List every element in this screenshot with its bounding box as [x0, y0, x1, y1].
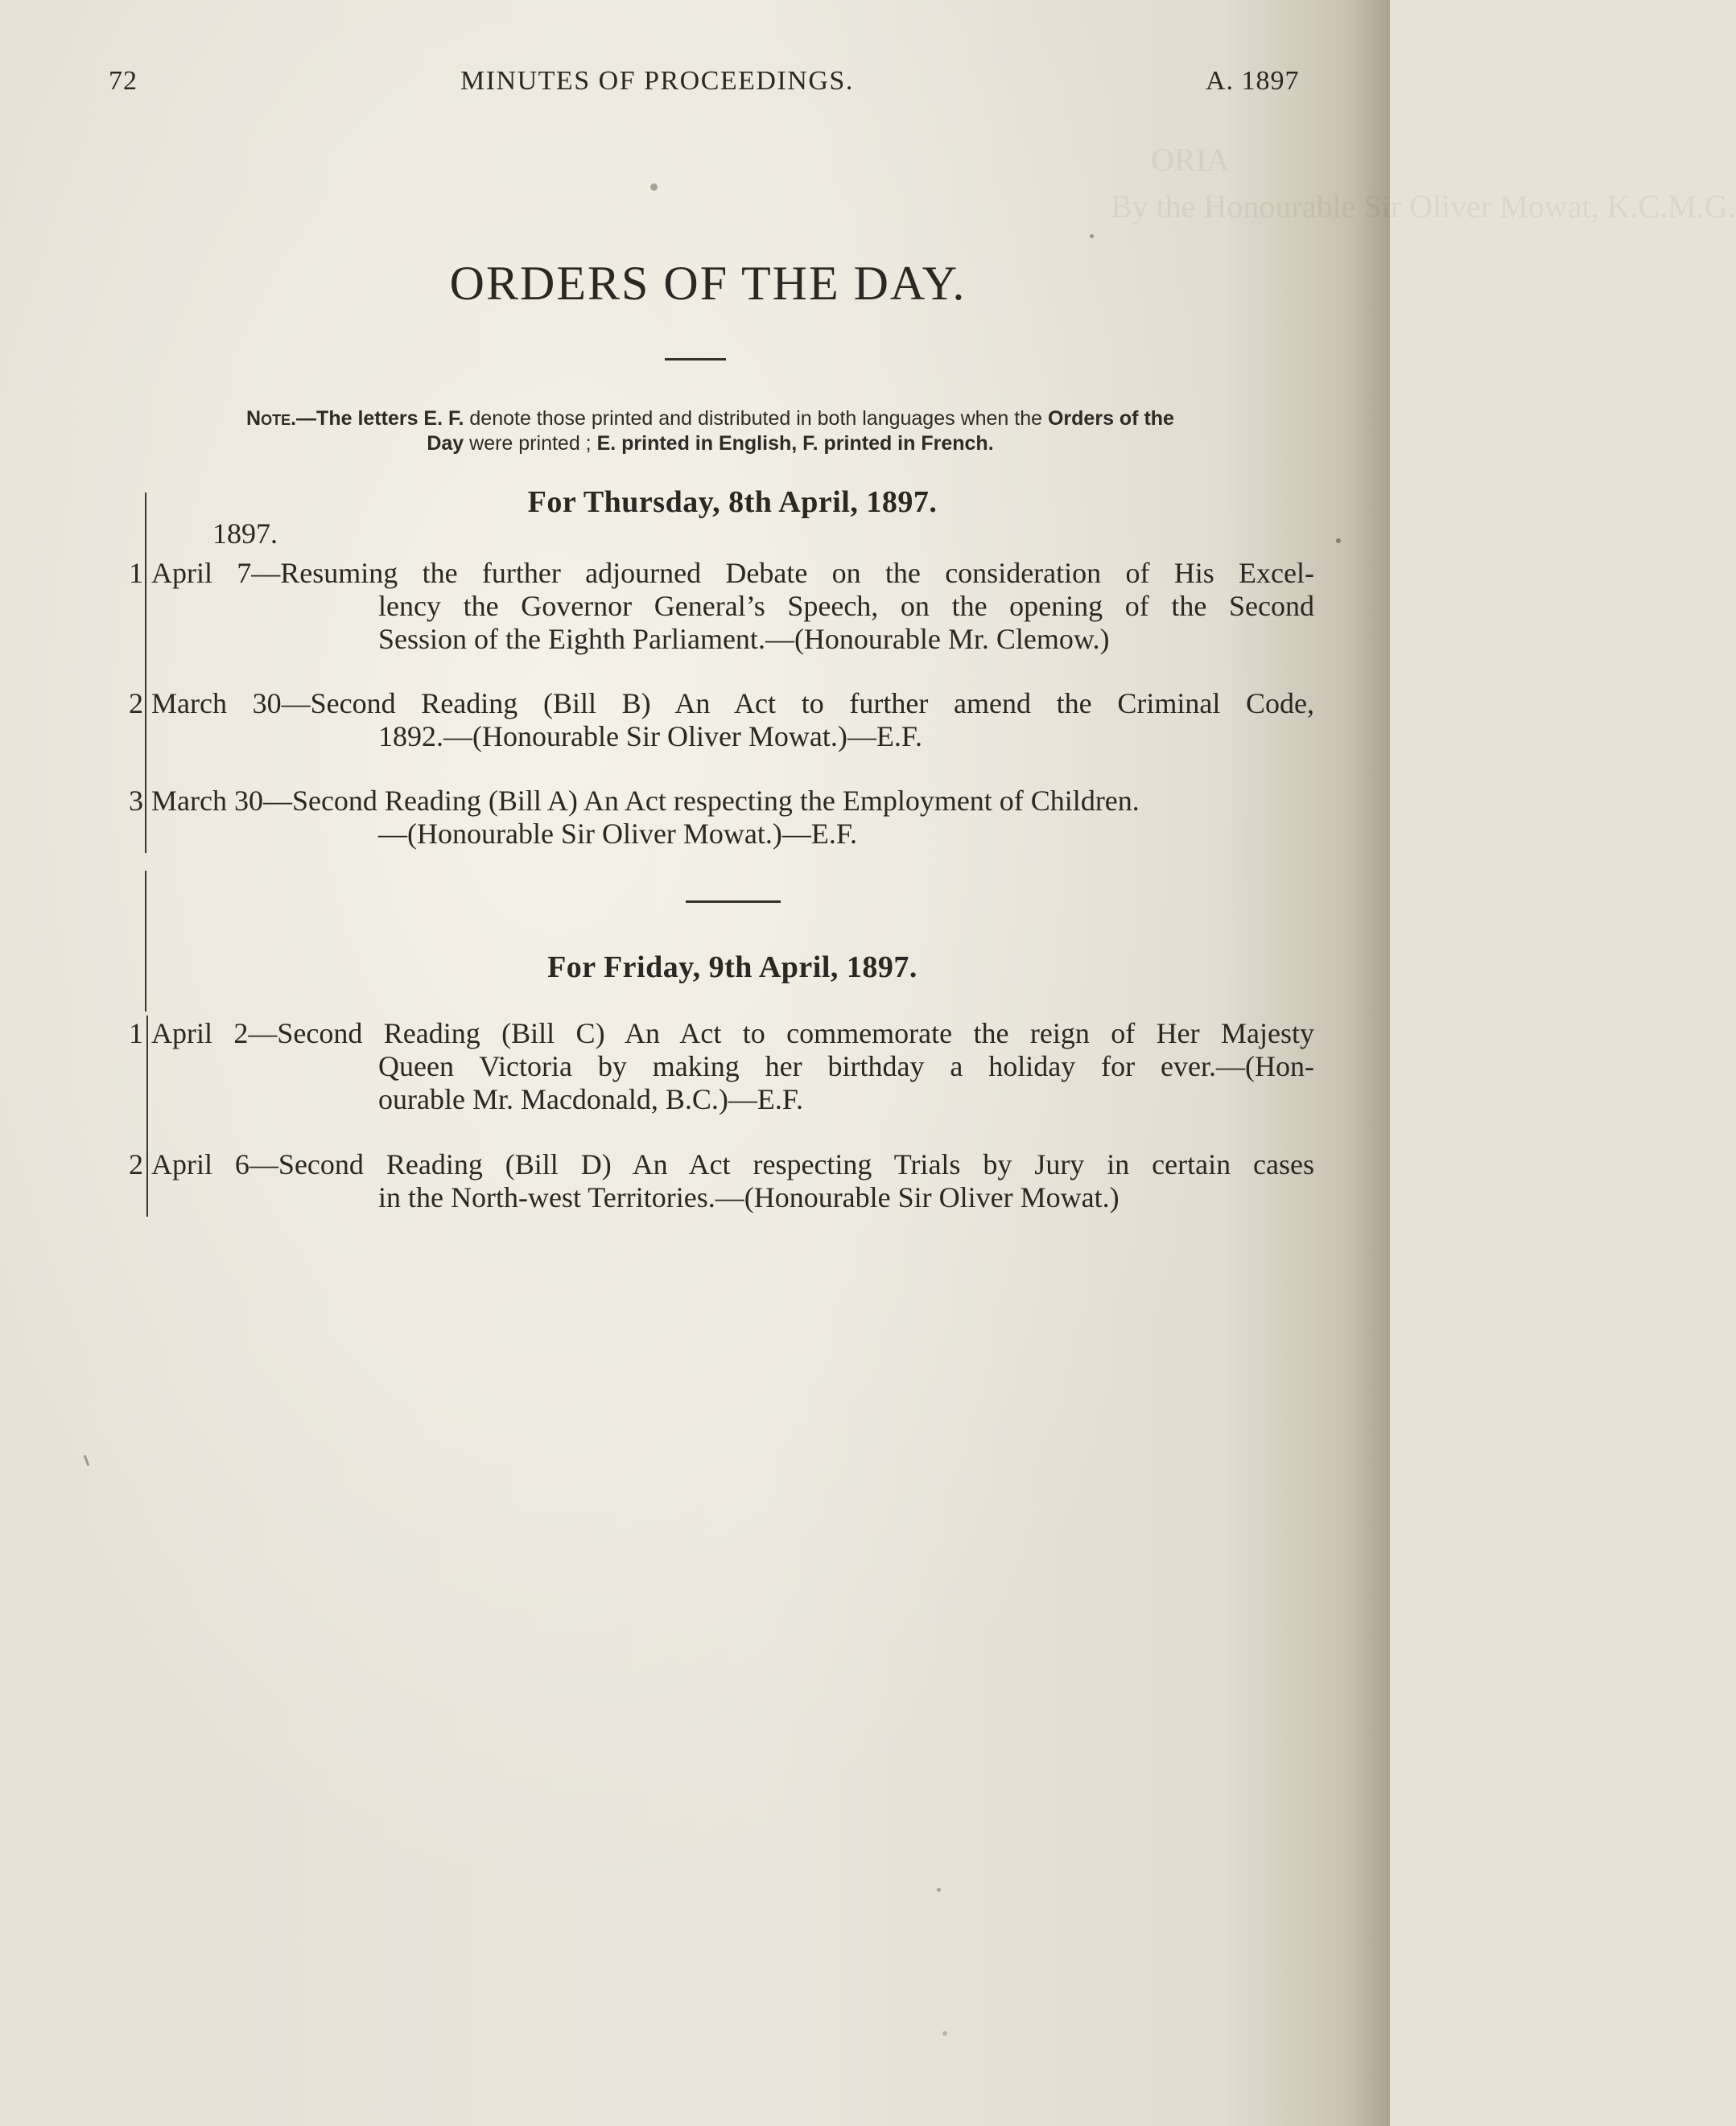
note-were-printed: were printed ;: [464, 432, 597, 455]
note-text-a: —The letters: [296, 407, 424, 430]
order-number: 1: [129, 1017, 143, 1049]
order-line: Queen Victoria by making her birthday a holiday for ever.—(Hon-: [378, 1050, 1314, 1082]
order-first-line: April 6—Second Reading (Bill D) An Act respecting Trials by Jury in certain cases: [151, 1148, 1314, 1180]
note-key: E. printed in English, F. printed in French.: [596, 432, 994, 455]
order-first-line: March 30—Second Reading (Bill B) An Act to further amend the Criminal Code,: [151, 687, 1314, 719]
order-number: 1: [129, 557, 143, 589]
section-heading-friday: For Friday, 9th April, 1897.: [547, 950, 917, 984]
order-line: Session of the Eighth Parliament.—(Honourable Mr. Clemow.): [378, 623, 1110, 655]
paper-speck: [942, 2031, 947, 2036]
show-through-text: ORIA By the Honourable Sir Oliver Mowat, K.C.M.G.: [1111, 142, 1736, 225]
note-day: Day: [427, 432, 464, 455]
section-rule: [686, 900, 781, 903]
session-year: A. 1897: [1206, 66, 1300, 96]
margin-rule-thursday: [145, 492, 146, 853]
order-line: in the North-west Territories.—(Honourable Sir Oliver Mowat.): [378, 1181, 1120, 1213]
order-number: 2: [129, 1148, 143, 1180]
note-text-b: denote those printed and distributed in both languages when the: [464, 407, 1048, 430]
order-number: 2: [129, 687, 143, 719]
order-line: ourable Mr. Macdonald, B.C.)—E.F.: [378, 1083, 804, 1115]
order-first-line: March 30—Second Reading (Bill A) An Act respecting the Employment of Children.: [151, 785, 1140, 817]
section-heading-thursday: For Thursday, 8th April, 1897.: [527, 485, 938, 519]
paper-speck: [84, 1455, 90, 1466]
note-letters: E. F.: [423, 407, 464, 430]
order-line: lency the Governor General’s Speech, on the opening of the Second: [378, 590, 1314, 622]
paper-speck: [650, 183, 658, 191]
paper-speck: [1336, 538, 1341, 543]
title-rule: [665, 358, 726, 361]
note-strong-a: Orders of the: [1047, 407, 1174, 430]
order-first-line: April 2—Second Reading (Bill C) An Act to commemorate the reign of Her Majesty: [151, 1017, 1314, 1049]
order-number: 3: [129, 785, 143, 817]
order-first-line: April 7—Resuming the further adjourned Debate on the consideration of His Excel-: [151, 557, 1314, 589]
order-line: —(Honourable Sir Oliver Mowat.)—E.F.: [378, 818, 858, 850]
margin-rule-friday: [146, 1016, 148, 1217]
order-line: 1892.—(Honourable Sir Oliver Mowat.)—E.F.: [378, 720, 923, 752]
margin-rule-separator: [145, 871, 146, 1011]
running-header: [0, 66, 1390, 106]
paper-speck: [1090, 234, 1094, 238]
note-paragraph: [109, 406, 1312, 456]
note-label: Note.: [246, 407, 297, 430]
page-number: 72: [109, 66, 138, 96]
page-title: ORDERS OF THE DAY.: [449, 257, 967, 310]
year-label: 1897.: [212, 517, 278, 550]
running-title: MINUTES OF PROCEEDINGS.: [460, 66, 854, 96]
paper-speck: [937, 1888, 941, 1892]
